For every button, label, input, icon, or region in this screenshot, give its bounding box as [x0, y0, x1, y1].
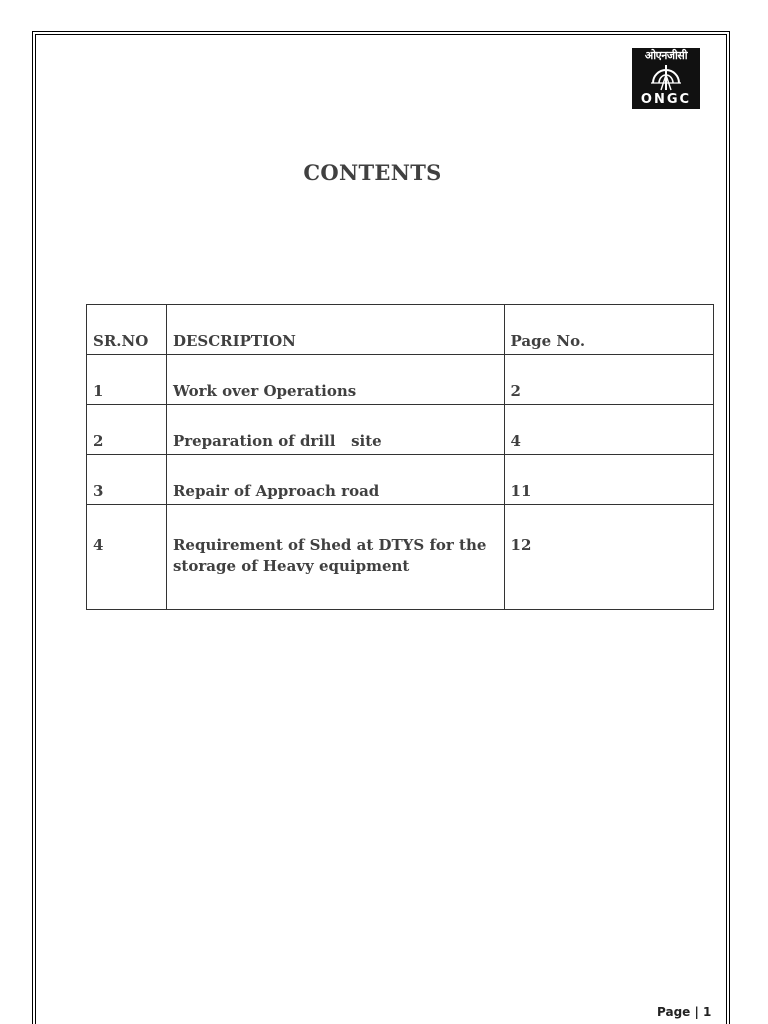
row-description: Work over Operations — [166, 355, 504, 405]
row-description: Repair of Approach road — [166, 455, 504, 505]
table-row — [87, 505, 714, 610]
row-page-no: 2 — [504, 355, 713, 405]
row-sr-no: 4 — [87, 505, 167, 610]
row-page-no: 4 — [504, 405, 713, 455]
ongc-emblem-icon — [649, 61, 683, 91]
logo-ongc-text: ONGC — [640, 92, 692, 107]
header-sr-no: SR.NO — [87, 305, 167, 355]
header-page-no: Page No. — [504, 305, 713, 355]
contents-table — [86, 304, 714, 610]
row-page-no: 12 — [504, 505, 713, 610]
row-sr-no: 3 — [87, 455, 167, 505]
header-description: DESCRIPTION — [166, 305, 504, 355]
table-header-row — [87, 305, 714, 355]
row-sr-no: 1 — [87, 355, 167, 405]
row-page-no: 11 — [504, 455, 713, 505]
ongc-logo — [632, 48, 700, 109]
table-row — [87, 405, 714, 455]
row-description: Preparation of drill site — [166, 405, 504, 455]
row-description: Requirement of Shed at DTYS for the storage of Heavy equipment — [166, 505, 504, 610]
page-title: CONTENTS — [303, 160, 442, 185]
table-row — [87, 455, 714, 505]
row-sr-no: 2 — [87, 405, 167, 455]
logo-hindi-text: ओएनजीसी — [644, 49, 688, 62]
table-row — [87, 355, 714, 405]
page-number: Page | 1 — [657, 1005, 712, 1019]
